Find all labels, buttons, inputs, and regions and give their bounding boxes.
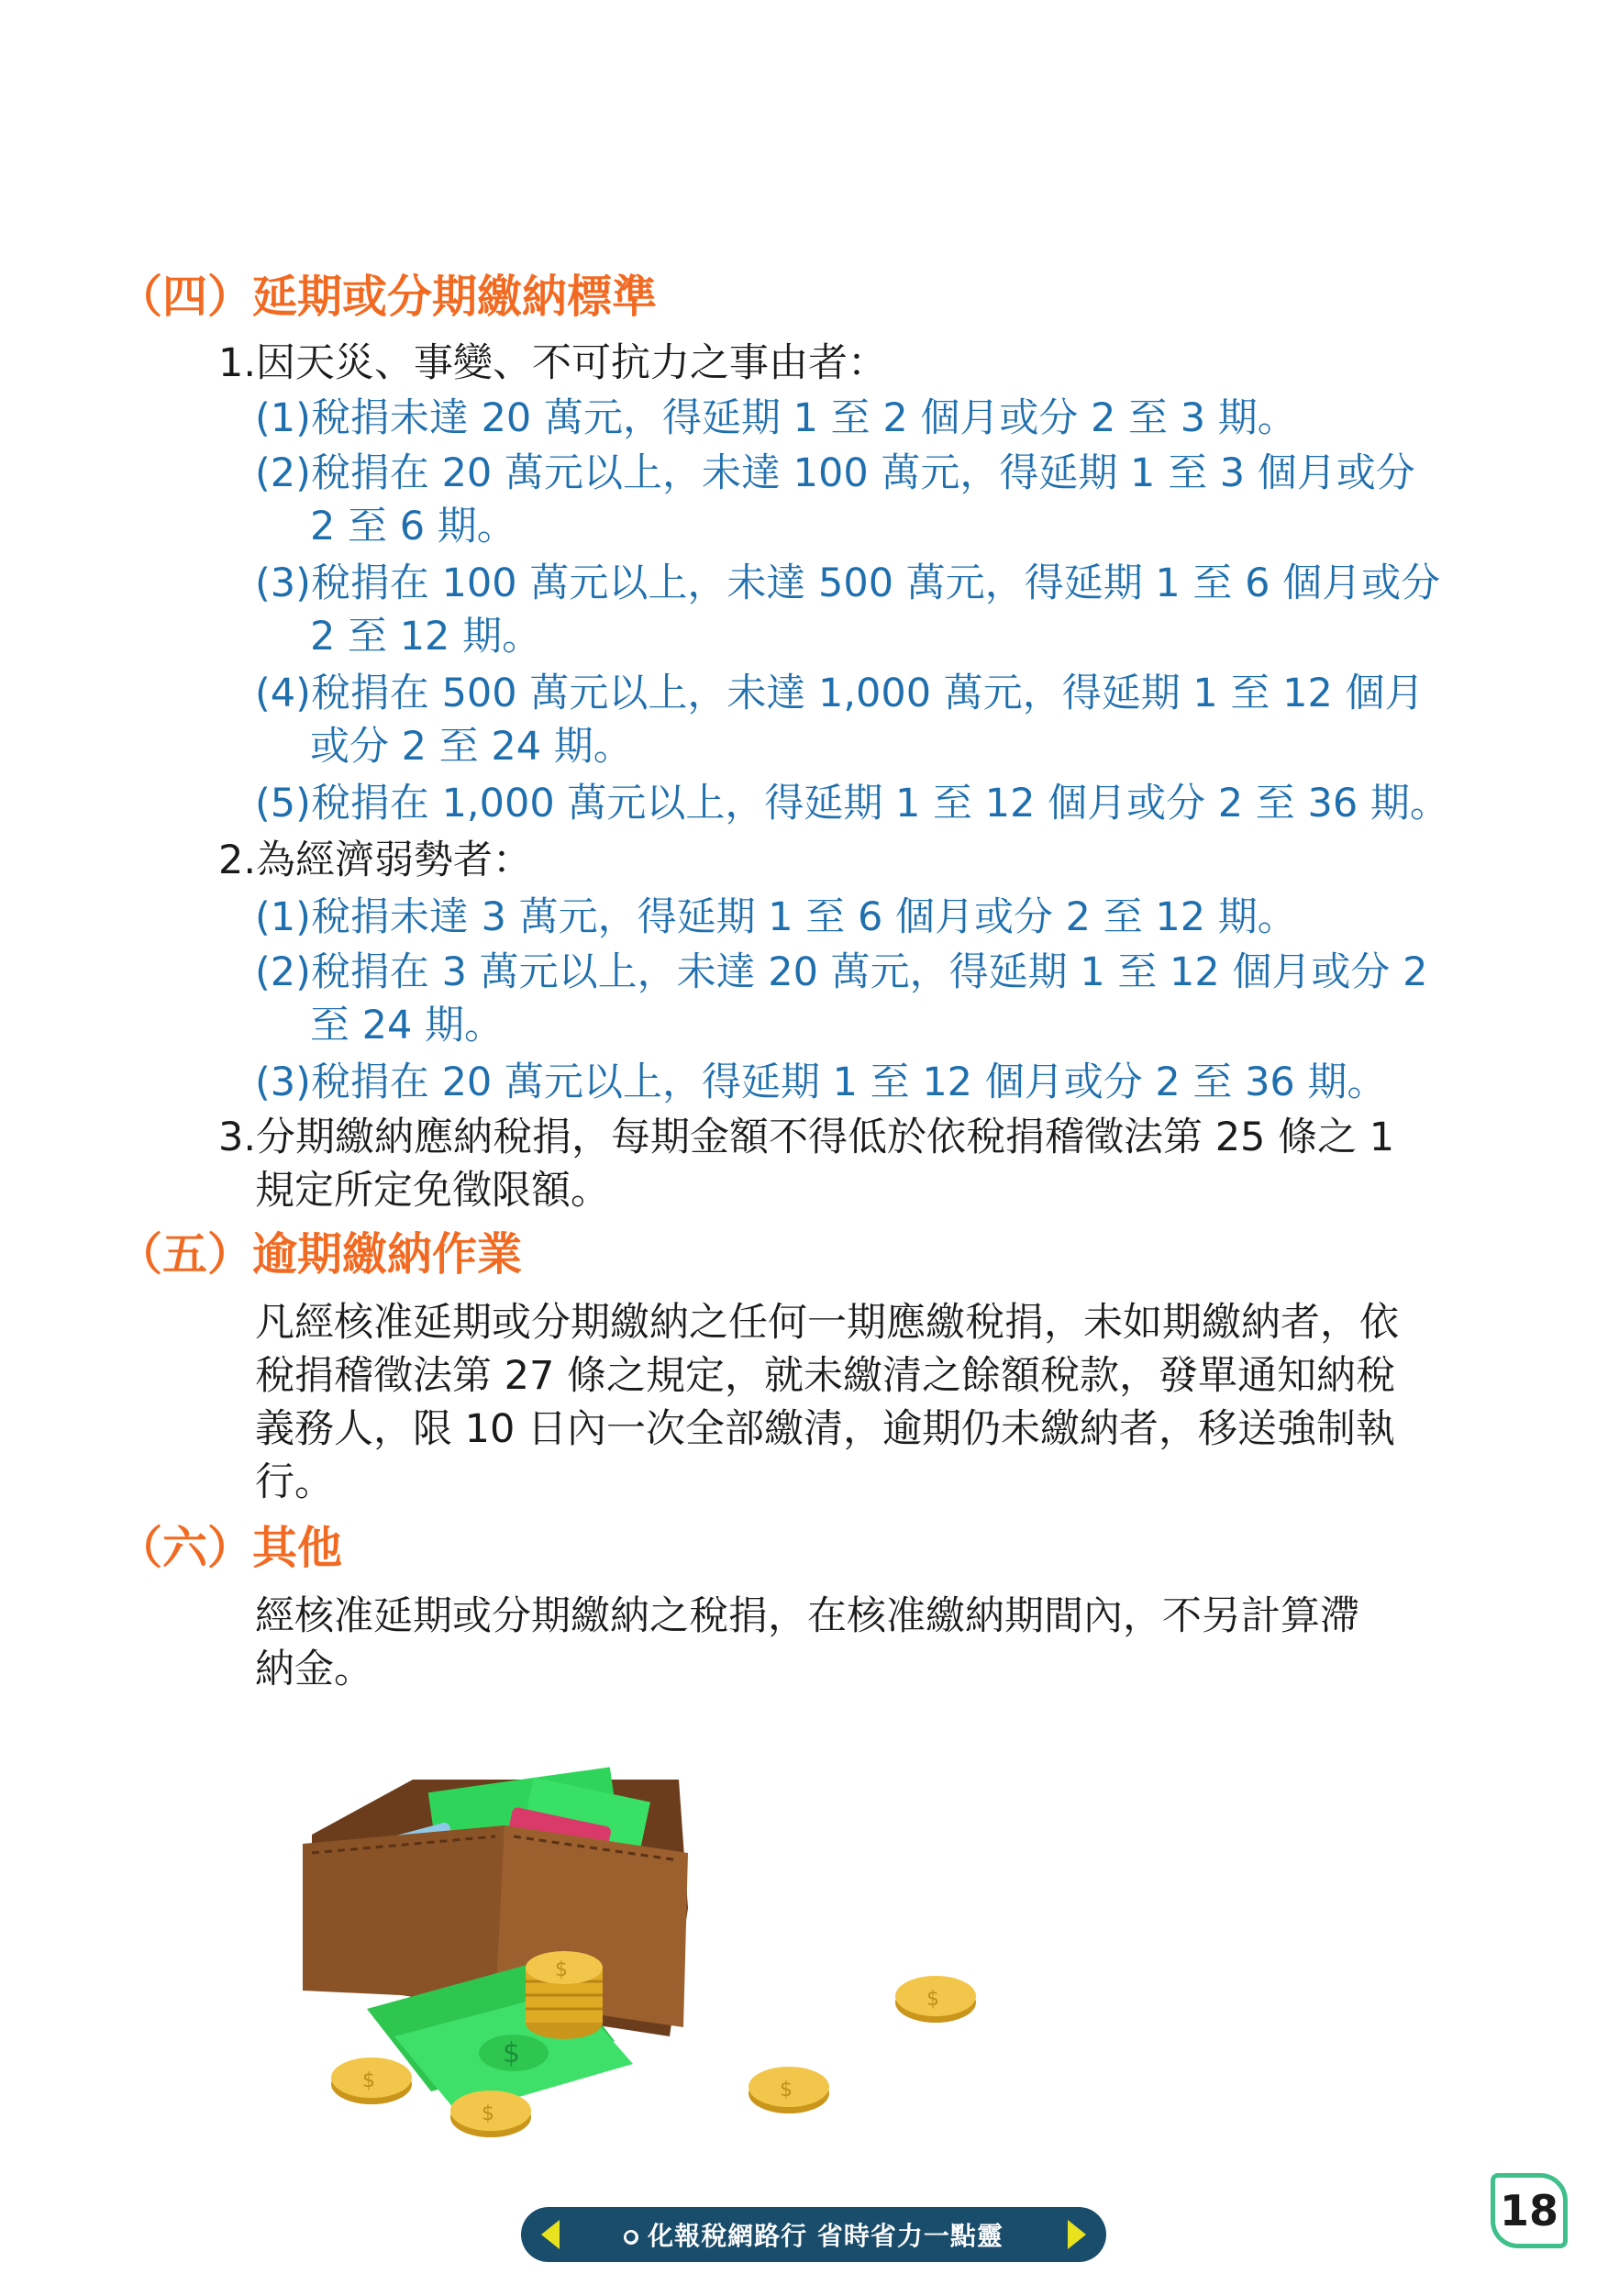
section-four-heading xyxy=(117,268,657,327)
svg-text:$: $ xyxy=(555,1958,568,1981)
item-1-4-cont: 或分 2 至 24 期。 xyxy=(310,724,633,770)
section-five-number: （五） xyxy=(117,1228,253,1281)
footer-slogan-bar xyxy=(521,2207,1106,2262)
section-four-title: 延期或分期繳納標準 xyxy=(252,271,658,323)
right-arrow-icon xyxy=(1068,2220,1086,2249)
item-3-cont: 規定所定免徵限額。 xyxy=(255,1168,610,1214)
item-1-2: (2)稅捐在 20 萬元以上，未達 100 萬元，得延期 1 至 3 個月或分 xyxy=(255,450,1415,496)
section-six-number: （六） xyxy=(117,1522,253,1574)
item-1-3: (3)稅捐在 100 萬元以上，未達 500 萬元，得延期 1 至 6 個月或分 xyxy=(255,560,1441,606)
item-2-1: (1)稅捐未達 3 萬元，得延期 1 至 6 個月或分 2 至 12 期。 xyxy=(255,894,1297,940)
section-five-heading xyxy=(117,1226,522,1284)
svg-text:$: $ xyxy=(503,2037,521,2069)
item-3: 3.分期繳納應納稅捐，每期金額不得低於依稅捐稽徵法第 25 條之 1 xyxy=(218,1115,1395,1160)
footer-slogan xyxy=(624,2216,1004,2253)
section-six-title: 其他 xyxy=(252,1522,343,1574)
item-1-4: (4)稅捐在 500 萬元以上，未達 1,000 萬元，得延期 1 至 12 個月 xyxy=(255,671,1425,716)
svg-text:$: $ xyxy=(482,2102,494,2125)
footer-slogan-text: 化報稅網路行 省時省力一點靈 xyxy=(648,2221,1004,2251)
svg-text:$: $ xyxy=(926,1988,939,2011)
svg-text:$: $ xyxy=(362,2069,375,2092)
item-1-5: (5)稅捐在 1,000 萬元以上，得延期 1 至 12 個月或分 2 至 36 期。 xyxy=(255,781,1449,826)
section-five-line-4: 行。 xyxy=(255,1459,334,1505)
section-five-line-2: 稅捐稽徵法第 27 條之規定，就未繳清之餘額稅款，發單通知納稅 xyxy=(255,1353,1396,1399)
wallet-with-money-and-coins-illustration xyxy=(294,1761,1027,2146)
item-2-2: (2)稅捐在 3 萬元以上，未達 20 萬元，得延期 1 至 12 個月或分 2 xyxy=(255,949,1428,995)
dot-icon: ● xyxy=(625,2230,638,2244)
left-arrow-icon xyxy=(541,2220,560,2249)
section-four-number: （四） xyxy=(117,271,253,323)
section-six-heading xyxy=(117,1519,342,1578)
section-five-line-1: 凡經核准延期或分期繳納之任何一期應繳稅捐，未如期繳納者，依 xyxy=(255,1300,1399,1346)
item-1-2-cont: 2 至 6 期。 xyxy=(310,504,516,549)
item-1-3-cont: 2 至 12 期。 xyxy=(310,614,542,660)
item-2-3: (3)稅捐在 20 萬元以上，得延期 1 至 12 個月或分 2 至 36 期。 xyxy=(255,1059,1387,1105)
item-1: 1.因天災、事變、不可抗力之事由者： xyxy=(218,340,888,386)
section-five-line-3: 義務人，限 10 日內一次全部繳清，逾期仍未繳納者，移送強制執 xyxy=(255,1406,1396,1452)
section-six-line-1: 經核准延期或分期繳納之稅捐，在核准繳納期間內，不另計算滯 xyxy=(255,1593,1359,1639)
page-number: 18 xyxy=(1491,2173,1568,2248)
svg-text:$: $ xyxy=(780,2079,793,2102)
item-2-2-cont: 至 24 期。 xyxy=(310,1003,505,1048)
item-2: 2.為經濟弱勢者： xyxy=(218,837,533,883)
section-six-line-2: 納金。 xyxy=(255,1647,373,1692)
section-five-title: 逾期繳納作業 xyxy=(252,1228,523,1281)
item-1-1: (1)稅捐未達 20 萬元，得延期 1 至 2 個月或分 2 至 3 期。 xyxy=(255,395,1297,441)
